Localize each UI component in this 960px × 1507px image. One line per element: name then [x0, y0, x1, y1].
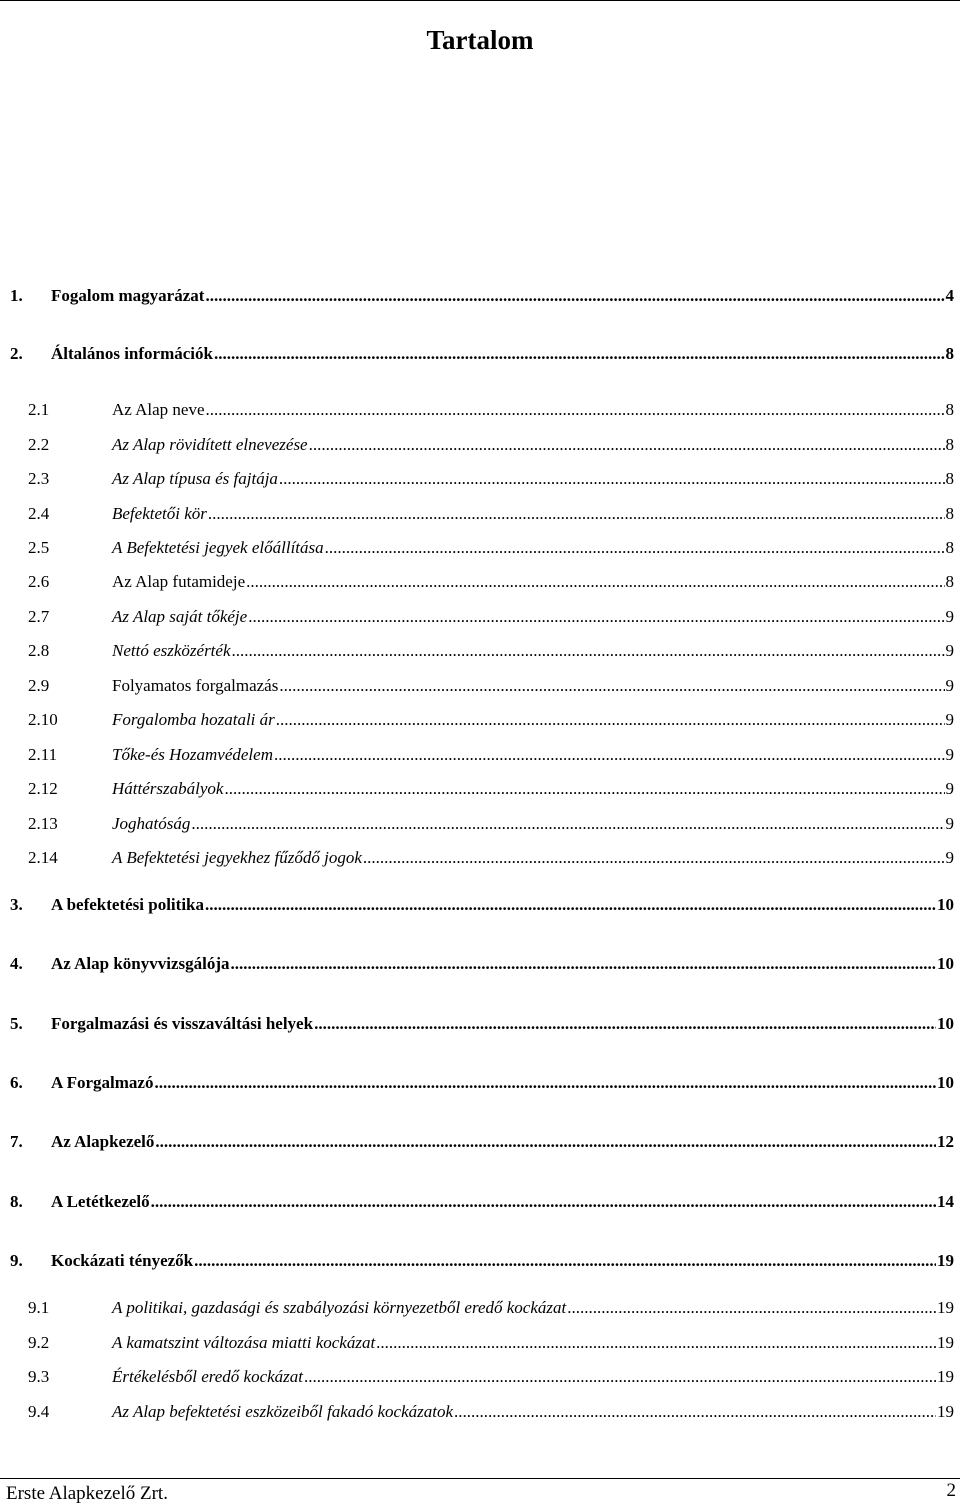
toc-entry[interactable] — [10, 284, 954, 308]
toc-entry-page: 9 — [945, 607, 954, 626]
toc-entry-page: 19 — [937, 1298, 954, 1317]
toc-dot-leader — [191, 812, 944, 836]
toc-entry[interactable] — [10, 777, 954, 801]
toc-entry-number: 2.13 — [28, 814, 58, 833]
toc-entry-label: Háttérszabályok — [112, 779, 224, 798]
toc-entry-page: 8 — [945, 572, 954, 591]
toc-entry-number: 2.10 — [28, 710, 58, 729]
toc-entry-page: 9 — [945, 676, 954, 695]
toc-entry-page: 9 — [945, 710, 954, 729]
toc-entry[interactable] — [10, 1190, 954, 1214]
toc-entry-page: 19 — [937, 1251, 954, 1270]
toc-dot-leader — [567, 1296, 936, 1320]
toc-entry-label: A befektetési politika — [51, 895, 204, 914]
footer-rule — [0, 1478, 960, 1479]
toc-entry-number: 1. — [10, 286, 23, 305]
footer-page-number: 2 — [946, 1480, 956, 1501]
toc-entry-label: A politikai, gazdasági és szabályozási környezetből eredő kockázat — [112, 1298, 567, 1317]
toc-entry-page: 8 — [945, 469, 954, 488]
toc-entry[interactable] — [10, 536, 954, 560]
toc-dot-leader — [314, 1012, 936, 1036]
toc-entry-number: 9.2 — [28, 1333, 50, 1352]
toc-dot-leader — [274, 743, 945, 767]
toc-entry-label: A kamatszint változása miatti kockázat — [112, 1333, 376, 1352]
toc-entry-label: A Befektetési jegyek előállítása — [112, 538, 324, 557]
toc-entry-number: 9.3 — [28, 1367, 50, 1386]
toc-entry-label: Joghatóság — [112, 814, 191, 833]
toc-entry-number: 9. — [10, 1251, 23, 1270]
toc-entry-number: 7. — [10, 1132, 23, 1151]
toc-dot-leader — [214, 342, 945, 366]
toc-entry-label: Tőke-és Hozamvédelem — [112, 745, 273, 764]
toc-entry[interactable] — [10, 467, 954, 491]
toc-entry-number: 2.5 — [28, 538, 50, 557]
toc-entry-label: A Letétkezelő — [51, 1192, 150, 1211]
page-title: Tartalom — [426, 25, 534, 55]
toc-entry-label: Fogalom magyarázat — [51, 286, 205, 305]
toc-entry-number: 2.4 — [28, 504, 50, 523]
toc-entry-page: 19 — [937, 1402, 954, 1421]
toc-entry-label: Az Alap befektetési eszközeiből fakadó kockázatok — [112, 1402, 454, 1421]
toc-dot-leader — [304, 1365, 936, 1389]
toc-dot-leader — [376, 1331, 936, 1355]
toc-entry-page: 19 — [937, 1333, 954, 1352]
toc-dot-leader — [154, 1071, 936, 1095]
toc-entry-page: 8 — [945, 538, 954, 557]
toc-entry[interactable] — [10, 674, 954, 698]
toc-entry-number: 2.2 — [28, 435, 50, 454]
toc-dot-leader — [279, 674, 944, 698]
toc-entry[interactable] — [10, 570, 954, 594]
toc-entry-label: Kockázati tényezők — [51, 1251, 194, 1270]
toc-entry-label: A Forgalmazó — [51, 1073, 154, 1092]
toc-entry[interactable] — [10, 1249, 954, 1273]
toc-entry-number: 2.11 — [28, 745, 58, 764]
toc-dot-leader — [205, 284, 944, 308]
toc-entry-page: 9 — [945, 641, 954, 660]
toc-entry-number: 3. — [10, 895, 23, 914]
toc-entry-label: A Befektetési jegyekhez fűződő jogok — [112, 848, 362, 867]
toc-entry-page: 19 — [937, 1367, 954, 1386]
toc-entry-number: 2.8 — [28, 641, 50, 660]
toc-entry-page: 4 — [945, 286, 954, 305]
toc-dot-leader — [363, 846, 945, 870]
toc-entry-number: 9.1 — [28, 1298, 50, 1317]
toc-entry-label: Az Alap futamideje — [112, 572, 246, 591]
toc-dot-leader — [194, 1249, 936, 1273]
toc-entry-label: Az Alap típusa és fajtája — [112, 469, 278, 488]
toc-entry-number: 2.3 — [28, 469, 50, 488]
toc-dot-leader — [232, 639, 945, 663]
toc-entry-number: 2.9 — [28, 676, 50, 695]
toc-entry[interactable] — [10, 1130, 954, 1154]
toc-entry-number: 8. — [10, 1192, 23, 1211]
footer-company: Erste Alapkezelő Zrt. — [6, 1483, 168, 1504]
toc-entry-number: 9.4 — [28, 1402, 50, 1421]
toc-entry-page: 12 — [937, 1132, 954, 1151]
toc-entry-page: 8 — [945, 400, 954, 419]
toc-entry[interactable] — [10, 893, 954, 917]
top-rule — [0, 0, 960, 1]
toc-entry-number: 5. — [10, 1014, 23, 1033]
toc-entry[interactable] — [10, 1400, 954, 1424]
toc-dot-leader — [309, 433, 945, 457]
toc-entry-number: 2. — [10, 344, 23, 363]
toc-entry[interactable] — [10, 743, 954, 767]
toc-entry-number: 4. — [10, 954, 23, 973]
toc-entry-page: 10 — [937, 1014, 954, 1033]
toc-entry-label: Az Alap rövidített elnevezése — [112, 435, 308, 454]
toc-entry-page: 9 — [945, 779, 954, 798]
toc-dot-leader — [276, 708, 945, 732]
toc-entry-number: 2.14 — [28, 848, 58, 867]
toc-entry-page: 10 — [937, 895, 954, 914]
toc-entry-label: Forgalmazási és visszaváltási helyek — [51, 1014, 314, 1033]
toc-entry[interactable] — [10, 502, 954, 526]
toc-entry-label: Az Alap saját tőkéje — [112, 607, 248, 626]
toc-dot-leader — [454, 1400, 936, 1424]
toc-entry[interactable] — [10, 1296, 954, 1320]
toc-entry[interactable] — [10, 639, 954, 663]
toc-entry-number: 2.1 — [28, 400, 50, 419]
toc-entry-label: Általános információk — [51, 344, 213, 363]
toc-entry-number: 2.7 — [28, 607, 50, 626]
toc-entry[interactable] — [10, 1012, 954, 1036]
toc-dot-leader — [325, 536, 945, 560]
toc-entry-label: Nettó eszközérték — [112, 641, 231, 660]
toc-entry-page: 9 — [945, 848, 954, 867]
toc-entry-label: Forgalomba hozatali ár — [112, 710, 275, 729]
toc-entry[interactable] — [10, 433, 954, 457]
toc-entry-page: 10 — [937, 954, 954, 973]
toc-entry[interactable] — [10, 1071, 954, 1095]
toc-entry-page: 9 — [945, 814, 954, 833]
toc-entry-label: Befektetői kör — [112, 504, 207, 523]
toc-entry-page: 9 — [945, 745, 954, 764]
toc-dot-leader — [208, 502, 945, 526]
toc-entry[interactable] — [10, 1365, 954, 1389]
toc-entry[interactable] — [10, 812, 954, 836]
toc-dot-leader — [248, 605, 944, 629]
toc-dot-leader — [205, 893, 936, 917]
toc-entry-label: Az Alap neve — [112, 400, 205, 419]
toc-dot-leader — [155, 1130, 936, 1154]
toc-entry-label: Értékelésből eredő kockázat — [112, 1367, 304, 1386]
toc-dot-leader — [224, 777, 944, 801]
toc-entry[interactable] — [10, 398, 954, 422]
toc-entry-label: Az Alapkezelő — [51, 1132, 155, 1151]
toc-entry-label: Az Alap könyvvizsgálója — [51, 954, 230, 973]
toc-entry-page: 8 — [945, 504, 954, 523]
toc-dot-leader — [231, 952, 936, 976]
toc-dot-leader — [279, 467, 945, 491]
toc-entry[interactable] — [10, 708, 954, 732]
toc-entry-page: 10 — [937, 1073, 954, 1092]
toc-entry-page: 14 — [937, 1192, 954, 1211]
toc-entry-label: Folyamatos forgalmazás — [112, 676, 279, 695]
toc-entry[interactable] — [10, 846, 954, 870]
toc-entry-number: 2.12 — [28, 779, 58, 798]
toc-entry-page: 8 — [945, 435, 954, 454]
toc-dot-leader — [206, 398, 945, 422]
toc-entry[interactable] — [10, 605, 954, 629]
toc-dot-leader — [151, 1190, 936, 1214]
toc-entry[interactable] — [10, 1331, 954, 1355]
toc-dot-leader — [246, 570, 944, 594]
toc-entry[interactable] — [10, 342, 954, 366]
toc-entry-number: 2.6 — [28, 572, 50, 591]
toc-entry[interactable] — [10, 952, 954, 976]
toc-entry-number: 6. — [10, 1073, 23, 1092]
toc-entry-page: 8 — [945, 344, 954, 363]
